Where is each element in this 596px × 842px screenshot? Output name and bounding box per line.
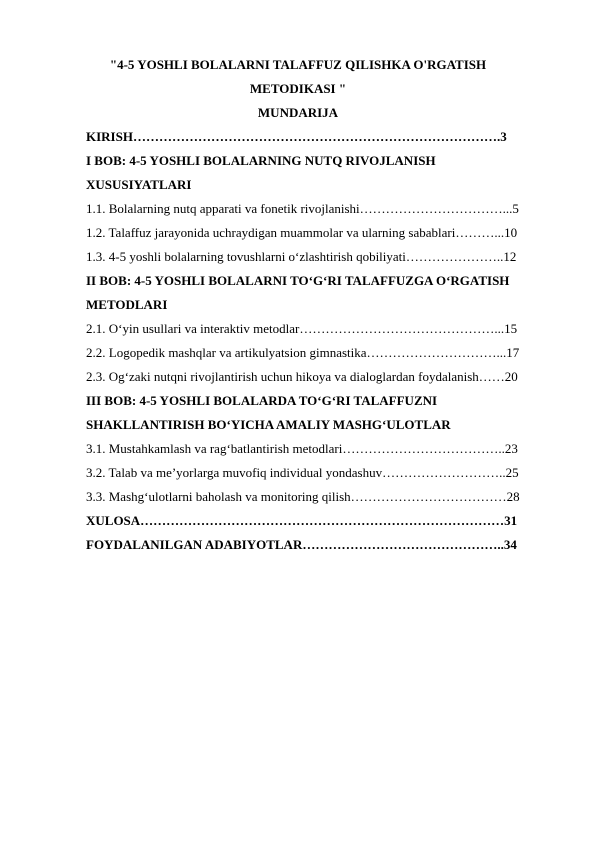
toc-entry-1-2: 1.2. Talaffuz jarayonida uchraydigan muammolar va ularning sabablari………...10	[86, 225, 518, 240]
toc-chapter-2-line-1: II BOB: 4-5 YOSHLI BOLALARNI TO‘G‘RI TALAFFUZGA O‘RGATISH	[86, 273, 510, 288]
toc-entry-2-3: 2.3. Og‘zaki nutqni rivojlantirish uchun hikoya va dialoglardan foydalanish……20	[86, 369, 518, 384]
toc-heading: MUNDARIJA	[257, 105, 339, 120]
toc-entry-2-1: 2.1. O‘yin usullari va interaktiv metodlar………………………………………...15	[86, 321, 518, 336]
toc-chapter-1-line-1: I BOB: 4-5 YOSHLI BOLALARNING NUTQ RIVOJLANISH	[86, 153, 436, 168]
toc-chapter-3-line-1: III BOB: 4-5 YOSHLI BOLALARDA TO‘G‘RI TALAFFUZNI	[86, 393, 438, 408]
toc-chapter-1-line-2: XUSUSIYATLARI	[86, 177, 192, 192]
toc-chapter-3-line-2: SHAKLLANTIRISH BO‘YICHA AMALIY MASHG‘ULOTLAR	[86, 417, 451, 432]
toc-entry-3-1: 3.1. Mustahkamlash va rag‘batlantirish metodlari………………………………..23	[86, 441, 518, 456]
toc-chapter-2-line-2: METODLARI	[86, 297, 168, 312]
toc-entry-xulosa: XULOSA…………………………………………………………………………31	[86, 513, 518, 528]
toc-entry-adabiyotlar: FOYDALANILGAN ADABIYOTLAR………………………………………..34	[86, 537, 517, 552]
document-title-line-2: METODIKASI "	[249, 81, 347, 96]
toc-entry-3-2: 3.2. Talab va me’yorlarga muvofiq individual yondashuv………………………..25	[86, 465, 519, 480]
toc-entry-1-3: 1.3. 4-5 yoshli bolalarning tovushlarni o‘zlashtirish qobiliyati…………………..12	[86, 249, 517, 264]
toc-entry-3-3: 3.3. Mashg‘ulotlarni baholash va monitoring qilish………………………………28	[86, 489, 520, 504]
toc-entry-2-2: 2.2. Logopedik mashqlar va artikulyatsion gimnastika…………………………...17	[86, 345, 520, 360]
toc-entry-1-1: 1.1. Bolalarning nutq apparati va fonetik rivojlanishi……………………………...5	[86, 201, 519, 216]
document-title-line-1: "4-5 YOSHLI BOLALARNI TALAFFUZ QILISHKA O'RGATISH	[109, 57, 487, 72]
toc-entry-kirish: KIRISH………………………………………………………………………….3	[86, 129, 507, 144]
